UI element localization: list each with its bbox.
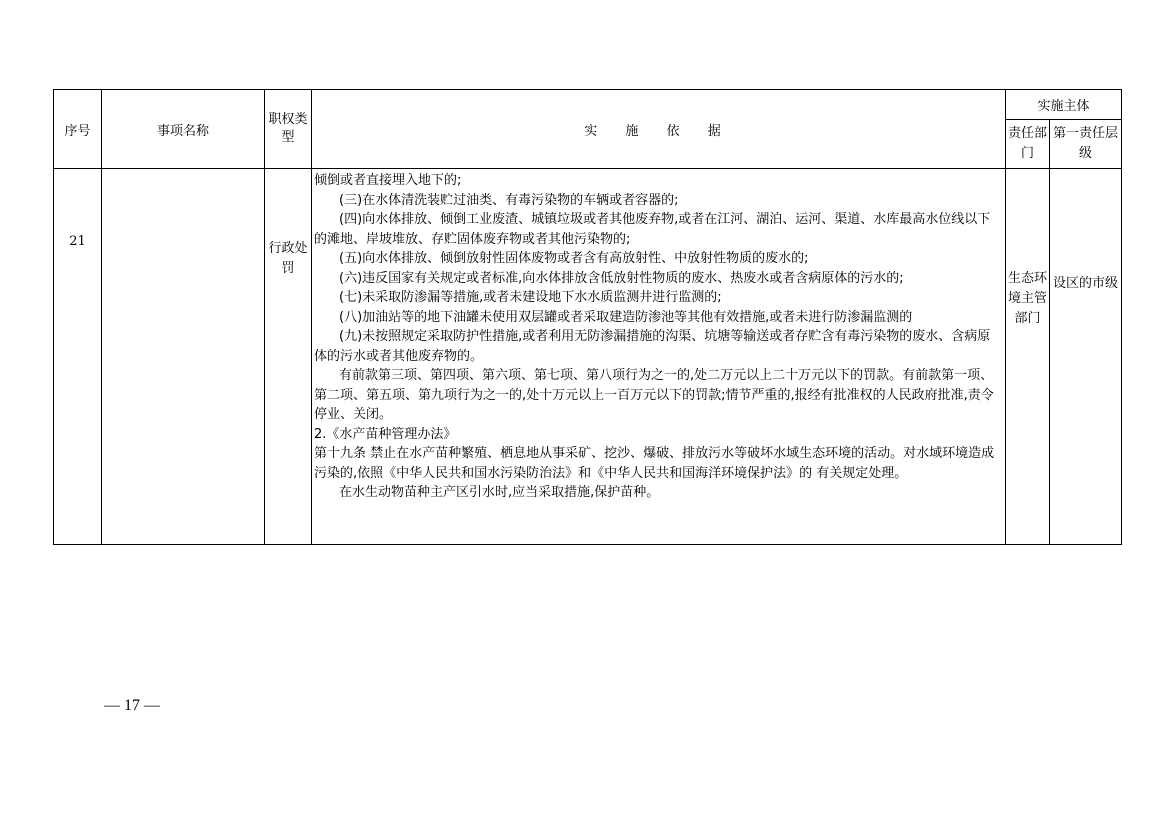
basis-line: 有前款第三项、第四项、第六项、第七项、第八项行为之一的,处二万元以上二十万元以下的罚款。有前款第一项、第二项、第五项、第九项行为之一的,处十万元以上一百万元以下的罚款;情节严重的,报经有批准权的人民政府批准,责令停业、关闭。 bbox=[314, 368, 994, 422]
basis-line: (九)未按照规定采取防护性措施,或者利用无防渗漏措施的沟渠、坑塘等输送或者存贮含有毒污染物的废水、含病原体的污水或者其他废弃物的。 bbox=[314, 329, 991, 364]
basis-line: 在水生动物苗种主产区引水时,应当采取措施,保护苗种。 bbox=[339, 485, 660, 500]
row-dept: 生态环境主管部门 bbox=[1006, 169, 1050, 545]
header-item-name: 事项名称 bbox=[102, 90, 265, 169]
header-seq: 序号 bbox=[54, 90, 102, 169]
header-basis: 实 施 依 据 bbox=[312, 90, 1006, 169]
enforcement-table bbox=[53, 89, 1122, 545]
row-level: 设区的市级 bbox=[1050, 169, 1122, 545]
header-subject: 实施主体 bbox=[1006, 90, 1122, 120]
table-row bbox=[54, 169, 1122, 545]
row-basis bbox=[312, 169, 1006, 545]
basis-line: 第十九条 禁止在水产苗种繁殖、栖息地从事采矿、挖沙、爆破、排放污水等破坏水域生态环境的活动。对水域环境造成污染的,依照《中华人民共和国水污染防治法》和《中华人民共和国海洋环境保护法》的 有关规定处理。 bbox=[314, 446, 995, 481]
basis-line: (三)在水体清洗装贮过油类、有毒污染物的车辆或者容器的; bbox=[339, 192, 679, 208]
basis-line: (六)违反国家有关规定或者标准,向水体排放含低放射性物质的废水、热废水或者含病原体的污水的; bbox=[339, 270, 904, 286]
row-item-name bbox=[102, 169, 265, 545]
row-seq: 21 bbox=[54, 169, 102, 545]
basis-line: (五)向水体排放、倾倒放射性固体废物或者含有高放射性、中放射性物质的废水的; bbox=[339, 251, 809, 266]
basis-line: (七)未采取防渗漏等措施,或者未建设地下水水质监测井进行监测的; bbox=[339, 290, 722, 305]
basis-line: 2.《水产苗种管理办法》 bbox=[314, 426, 457, 442]
basis-line: 倾倒或者直接埋入地下的; bbox=[314, 173, 462, 188]
header-level: 第一责任层级 bbox=[1050, 120, 1122, 169]
basis-line: (四)向水体排放、倾倒工业废渣、城镇垃圾或者其他废弃物,或者在江河、湖泊、运河、渠道、水库最高水位线以下的滩地、岸坡堆放、存贮固体废弃物或者其他污染物的; bbox=[314, 212, 991, 247]
header-dept: 责任部门 bbox=[1006, 120, 1050, 169]
page-number: — 17 — bbox=[104, 697, 160, 714]
header-power-type: 职权类型 bbox=[265, 90, 312, 169]
basis-line: (八)加油站等的地下油罐未使用双层罐或者采取建造防渗池等其他有效措施,或者未进行防渗漏监测的 bbox=[339, 309, 913, 325]
row-power-type: 行政处罚 bbox=[265, 169, 312, 545]
